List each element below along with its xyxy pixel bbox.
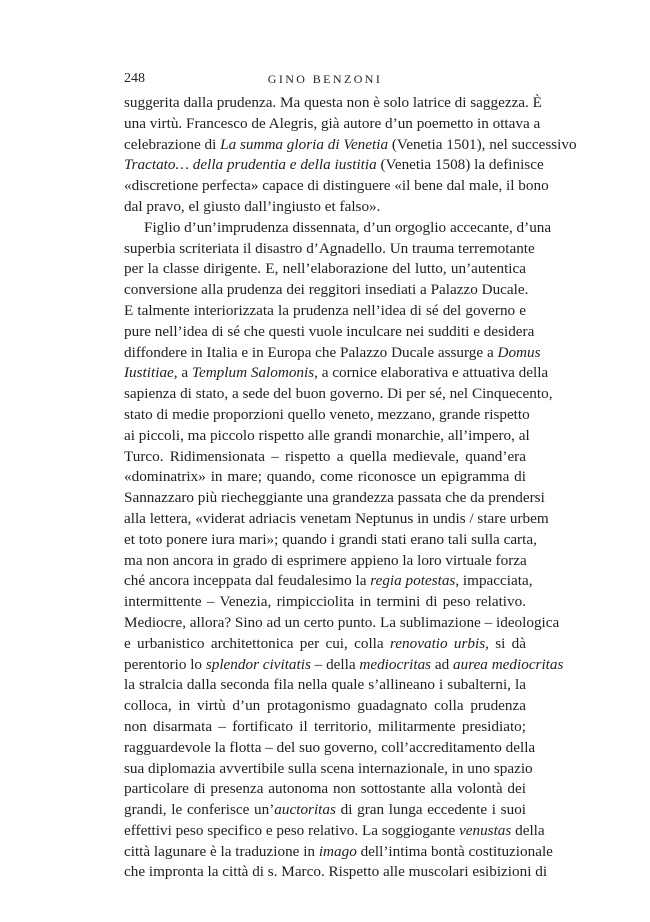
text-line	[124, 842, 553, 863]
text-segment: pure nell’idea di sé che questi vuole inculcare nei sudditi e desidera	[124, 322, 535, 340]
text-segment: colloca, in virtù d’un protagonismo guadagnato colla prudenza	[124, 697, 526, 715]
italic-text: Tractato… della prudentia e della iustitia	[124, 156, 377, 174]
text-segment: città lagunare è la traduzione in	[124, 842, 319, 860]
text-segment: (Venetia 1508) la definisce	[376, 156, 544, 174]
text-line	[124, 571, 533, 592]
text-line	[124, 322, 535, 343]
text-segment: intermittente – Venezia, rimpicciolita in termini di peso relativo.	[124, 593, 526, 611]
text-line	[124, 488, 545, 509]
italic-text: La summa gloria di Venetia	[220, 135, 389, 153]
text-line	[124, 738, 536, 759]
text-line	[124, 447, 526, 468]
text-line	[124, 301, 526, 322]
italic-text: Iustitiae	[124, 364, 174, 382]
italic-text: venustas	[459, 821, 512, 839]
text-segment: , a	[173, 364, 192, 382]
italic-text: Domus	[497, 343, 541, 361]
text-line	[124, 426, 530, 447]
text-line	[124, 259, 526, 280]
text-segment: e urbanistico architettonica per cui, colla	[124, 634, 390, 652]
text-line	[124, 779, 526, 800]
text-segment: non disarmata – fortificato il territorio, militarmente presidiato;	[124, 717, 526, 735]
text-line	[124, 280, 529, 301]
text-segment: della	[511, 821, 545, 839]
italic-text: regia potestas	[370, 572, 456, 590]
text-line	[124, 197, 526, 218]
text-line	[124, 551, 526, 572]
text-line	[124, 530, 537, 551]
text-segment: di gran lunga eccedente i suoi	[335, 801, 527, 819]
italic-text: renovatio urbis	[389, 634, 486, 652]
text-line	[124, 93, 542, 114]
text-segment: superbia scriteriata il disastro d’Agnadello. Un trauma terremotante	[124, 239, 535, 257]
text-segment: Mediocre, allora? Sino ad un certo punto. La sublimazione – ideologica	[124, 613, 560, 631]
text-line	[124, 509, 549, 530]
text-segment: perentorio lo	[124, 655, 206, 673]
text-segment: suggerita dalla prudenza. Ma questa non è solo latrice di saggezza. È	[124, 94, 542, 111]
text-line	[124, 155, 544, 176]
text-line	[124, 821, 545, 842]
italic-text: auctoritas	[274, 801, 336, 819]
text-segment: (Venetia 1501), nel successivo	[388, 135, 577, 153]
page-header	[124, 71, 526, 91]
text-line	[124, 800, 526, 821]
text-segment: et toto ponere iura mari»; quando i grandi stati erano tali sulla carta,	[124, 530, 537, 548]
text-line	[124, 592, 526, 613]
text-line	[124, 114, 541, 135]
text-segment: ché ancora inceppata dal feudalesimo la	[124, 572, 371, 590]
text-line	[124, 717, 526, 738]
text-segment: diffondere in Italia e in Europa che Palazzo Ducale assurge a	[124, 343, 498, 361]
text-segment: grandi, le conferisce un’	[124, 801, 275, 819]
text-segment: alla lettera, «viderat adriacis venetam Neptunus in undis / stare urbem	[124, 509, 549, 527]
text-segment: sapienza di stato, a sede del buon governo. Di per sé, nel Cinquecento,	[124, 385, 553, 403]
text-line	[124, 862, 548, 883]
text-segment: E talmente interiorizzata la prudenza nell’idea di sé del governo e	[124, 301, 526, 319]
text-line	[124, 363, 549, 384]
text-line	[124, 675, 526, 696]
text-segment: ad	[431, 655, 454, 673]
text-line	[124, 384, 553, 405]
text-line	[124, 613, 560, 634]
text-line	[124, 176, 549, 197]
text-line	[124, 239, 535, 260]
text-segment: , impacciata,	[455, 572, 533, 590]
text-segment: conversione alla prudenza dei reggitori insediati a Palazzo Ducale.	[124, 281, 529, 299]
text-line	[124, 343, 541, 364]
text-line	[124, 405, 530, 426]
text-segment: che impronta la città di s. Marco. Rispetto alle muscolari esibizioni di	[124, 863, 548, 881]
italic-text: imago	[318, 842, 357, 860]
text-segment: ai piccoli, ma piccolo rispetto alle grandi monarchie, all’impero, al	[124, 426, 530, 444]
italic-text: aurea mediocritas	[453, 655, 564, 673]
text-segment: Figlio d’un’imprudenza dissennata, d’un orgoglio accecante, d’una	[144, 218, 552, 236]
text-segment: «discretione perfecta» capace di distinguere «il bene dal male, il bono	[124, 177, 549, 195]
text-segment: la stralcia dalla seconda fila nella quale s’allineano i subalterni, la	[124, 676, 526, 694]
text-segment: dell’intima bontà costituzionale	[356, 842, 553, 860]
text-segment: ragguardevole la flotta – del suo governo, coll’accreditamento della	[124, 738, 536, 756]
italic-text: Templum Salomonis	[191, 364, 315, 382]
running-head: GINO BENZONI	[267, 72, 383, 86]
text-line	[124, 696, 526, 717]
text-segment: Sannazzaro più riecheggiante una grandezza passata che da prendersi	[124, 489, 545, 507]
text-line	[124, 467, 526, 488]
italic-text: splendor civitatis	[205, 655, 311, 673]
text-segment: , a cornice elaborativa e attuativa della	[314, 364, 549, 382]
text-segment: – della	[310, 655, 360, 673]
body-text	[124, 93, 577, 883]
text-segment: sua diplomazia avvertibile sulla scena internazionale, in uno spazio	[124, 759, 533, 777]
text-line	[124, 759, 533, 780]
text-line	[124, 218, 552, 239]
text-segment: «dominatrix» in mare; quando, come riconosce un epigramma di	[124, 468, 526, 486]
page-number: 248	[124, 71, 145, 86]
text-segment: dal pravo, el giusto dall’ingiusto et falso».	[124, 197, 381, 215]
text-segment: , si dà	[485, 634, 527, 652]
text-line	[124, 135, 577, 156]
text-segment: una virtù. Francesco de Alegris, già autore d’un poemetto in ottava a	[124, 114, 541, 132]
text-segment: ma non ancora in grado di esprimere appieno la loro virtuale forza	[124, 551, 527, 569]
text-segment: particolare di presenza autonoma non sottostante alla volontà dei	[124, 780, 526, 798]
text-segment: celebrazione di	[124, 135, 221, 153]
text-segment: stato di medie proporzioni quello veneto, mezzano, grande rispetto	[124, 405, 530, 423]
text-segment: per la classe dirigente. E, nell’elaborazione del lutto, un’autentica	[124, 260, 526, 278]
text-line	[124, 634, 526, 655]
italic-text: mediocritas	[359, 655, 432, 673]
text-segment: effettivi peso specifico e peso relativo. La soggiogante	[124, 821, 459, 839]
text-segment: Turco. Ridimensionata – rispetto a quella medievale, quand’era	[124, 447, 526, 465]
text-line	[124, 655, 564, 676]
